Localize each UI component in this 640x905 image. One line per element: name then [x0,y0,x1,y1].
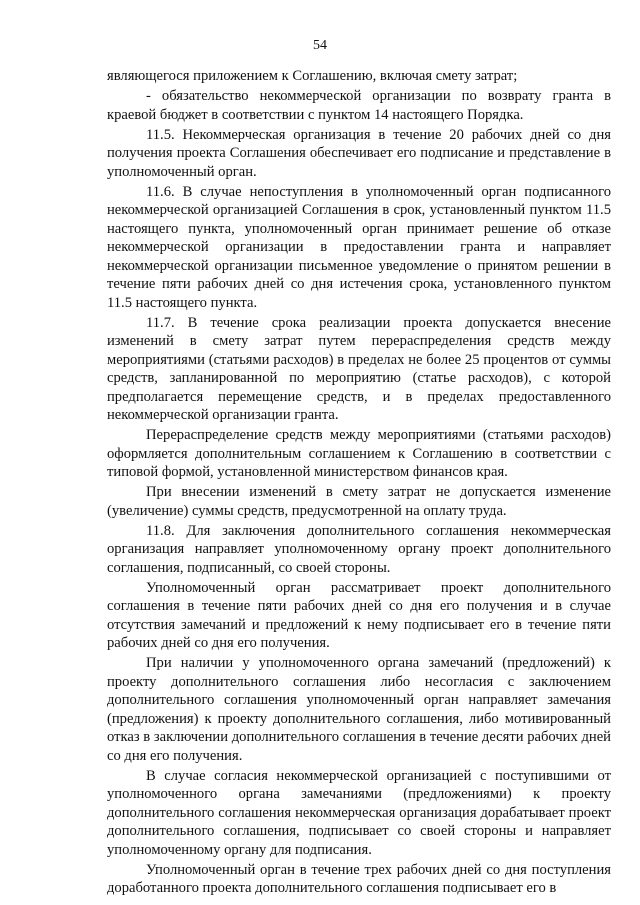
paragraph-signing-revised: Уполномоченный орган в течение трех рабочих дней со дня поступления доработанного проекта дополнительного соглашения подписывает его в [107,861,611,896]
paragraph-continuation: являющегося приложением к Соглашению, включая смету затрат; [107,68,518,84]
paragraph-salary-restriction: При внесении изменений в смету затрат не допускается изменение (увеличение) суммы средств, предусмотренной на оплату труда. [107,484,611,519]
page-number: 54 [313,38,327,53]
document-body [107,67,611,899]
paragraph-11-7: 11.7. В течение срока реализации проекта допускается внесение изменений в смету затрат путем перераспределения средств между мероприятиями (статьями расходов) в пределах не более 25 процентов от суммы средств, запланированной по мероприятию (статье расходов), с которой предполагается перемещение средств, и в пределах предоставленного некоммерческой организации гранта. [107,314,611,423]
paragraph-remarks: При наличии у уполномоченного органа замечаний (предложений) к проекту дополнительного соглашения либо несогласия с заключением дополнительного соглашения уполномоченный орган направляет замечания (предложения) к проекту дополнительного соглашения, либо мотивированный отказ в заключении дополнительного соглашения в течение десяти рабочих дней со дня его получения. [107,655,611,764]
paragraph-11-5: 11.5. Некоммерческая организация в течение 20 рабочих дней со дня получения проекта Соглашения обеспечивает его подписание и представление в уполномоченный орган. [107,126,611,180]
paragraph-review-draft: Уполномоченный орган рассматривает проект дополнительного соглашения в течение пяти рабочих дней со дня его получения и в случае отсутствия замечаний и предложений к нему подписывает его в течение пяти рабочих дней со дня его получения. [107,579,611,651]
paragraph-redistribution: Перераспределение средств между мероприятиями (статьями расходов) оформляется дополнительным соглашением к Соглашению в соответствии с типовой формой, установленной министерством финансов края. [107,427,611,480]
paragraph-11-8: 11.8. Для заключения дополнительного соглашения некоммерческая организация направляет уполномоченному органу проект дополнительного соглашения, подписанный, со своей стороны. [107,522,611,576]
paragraph-agreement-with-remarks: В случае согласия некоммерческой организацией с поступившими от уполномоченного органа замечаниями (предложениями) к проекту дополнительного соглашения некоммерческая организация дорабатывает проект дополнительного соглашения, подписывает со своей стороны и направляет уполномоченному органу для подписания. [107,767,611,858]
paragraph-obligation-return-grant: - обязательство некоммерческой организации по возврату гранта в краевой бюджет в соответствии с пунктом 14 настоящего Порядка. [107,88,611,123]
paragraph-11-6: 11.6. В случае непоступления в уполномоченный орган подписанного некоммерческой организацией Соглашения в срок, установленный пунктом 11.5 настоящего пункта, уполномоченный орган принимает решение об отказе некоммерческой организации в предоставлении гранта и направляет некоммерческой организации письменное уведомление о принятом решении в течение пяти рабочих дней со дня истечения срока, установленного пунктом 11.5 настоящего пункта. [107,183,611,311]
